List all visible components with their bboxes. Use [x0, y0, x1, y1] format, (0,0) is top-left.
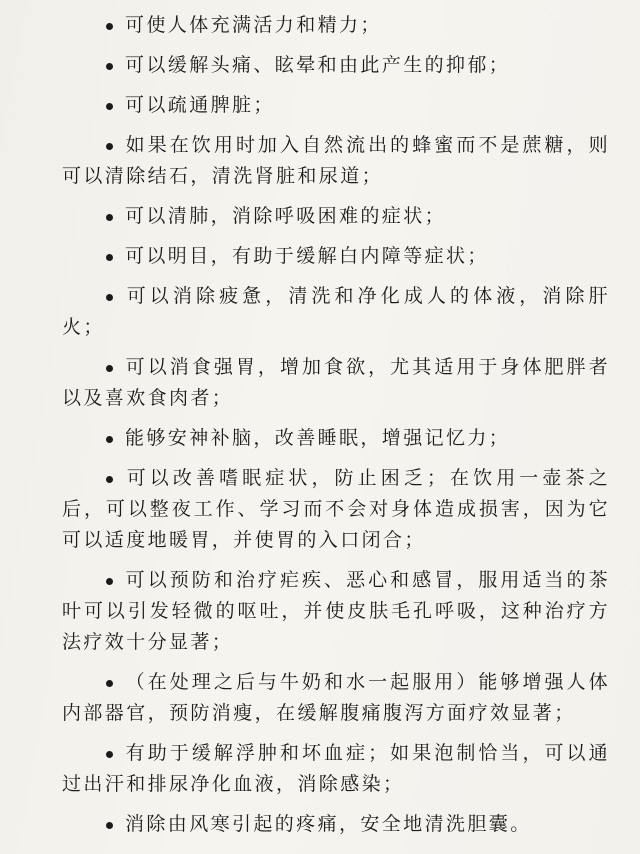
item-text: 消除由风寒引起的疼痛，安全地清洗胆囊。 — [125, 813, 532, 835]
item-text: 可以改善嗜眠症状，防止困乏；在饮用一壶茶之后，可以整夜工作、学习而不会对身体造成损害，因为它可以适度地暖胃，并使胃的入口闭合； — [62, 467, 610, 551]
list-item — [62, 201, 610, 232]
bullet-icon — [106, 578, 113, 585]
bullet-icon — [106, 751, 113, 758]
item-text: 可以疏通脾脏； — [125, 94, 275, 116]
list-item — [62, 738, 610, 800]
bullet-icon — [106, 822, 113, 829]
bullet-icon — [106, 476, 113, 483]
list-item — [62, 241, 610, 272]
bullet-icon — [106, 214, 113, 221]
item-text: 可以缓解头痛、眩晕和由此产生的抑郁； — [125, 54, 511, 76]
bullet-icon — [106, 103, 113, 110]
item-text: 可以清肺，消除呼吸困难的症状； — [125, 205, 447, 227]
item-text: 如果在饮用时加入自然流出的蜂蜜而不是蔗糖，则可以清除结石，清洗肾脏和尿道； — [62, 134, 610, 187]
item-text: 可以明目，有助于缓解白内障等症状； — [125, 245, 489, 267]
bullet-icon — [106, 254, 113, 261]
list-item — [62, 667, 610, 729]
list-item — [62, 281, 610, 343]
list-item — [62, 565, 610, 658]
list-item — [62, 463, 610, 556]
list-item — [62, 423, 610, 454]
list-item — [62, 130, 610, 192]
item-text: 有助于缓解浮肿和坏血症；如果泡制恰当，可以通过出汗和排尿净化血液，消除感染； — [62, 742, 610, 795]
bullet-icon — [106, 63, 113, 70]
item-text: 可以预防和治疗疟疾、恶心和感冒，服用适当的茶叶可以引发轻微的呕吐，并使皮肤毛孔呼吸，这种治疗方法疗效十分显著； — [62, 569, 610, 653]
item-text: 可以消除疲惫，清洗和净化成人的体液，消除肝火； — [62, 285, 610, 338]
list-item — [62, 352, 610, 414]
list-item — [62, 50, 610, 81]
item-text: （在处理之后与牛奶和水一起服用）能够增强人体内部器官，预防消瘦，在缓解腹痛腹泻方面疗效显著； — [62, 671, 610, 724]
list-item — [62, 90, 610, 121]
bullet-icon — [106, 294, 113, 301]
item-text: 可以消食强胃，增加食欲，尤其适用于身体肥胖者以及喜欢食肉者； — [62, 356, 610, 409]
benefits-list — [62, 10, 610, 840]
bullet-icon — [106, 143, 113, 150]
item-text: 可使人体充满活力和精力； — [125, 14, 382, 36]
item-text: 能够安神补脑，改善睡眠，增强记忆力； — [125, 427, 511, 449]
bullet-icon — [106, 436, 113, 443]
list-item — [62, 809, 610, 840]
bullet-icon — [106, 680, 113, 687]
list-item — [62, 10, 610, 41]
bullet-icon — [106, 365, 113, 372]
bullet-icon — [106, 23, 113, 30]
